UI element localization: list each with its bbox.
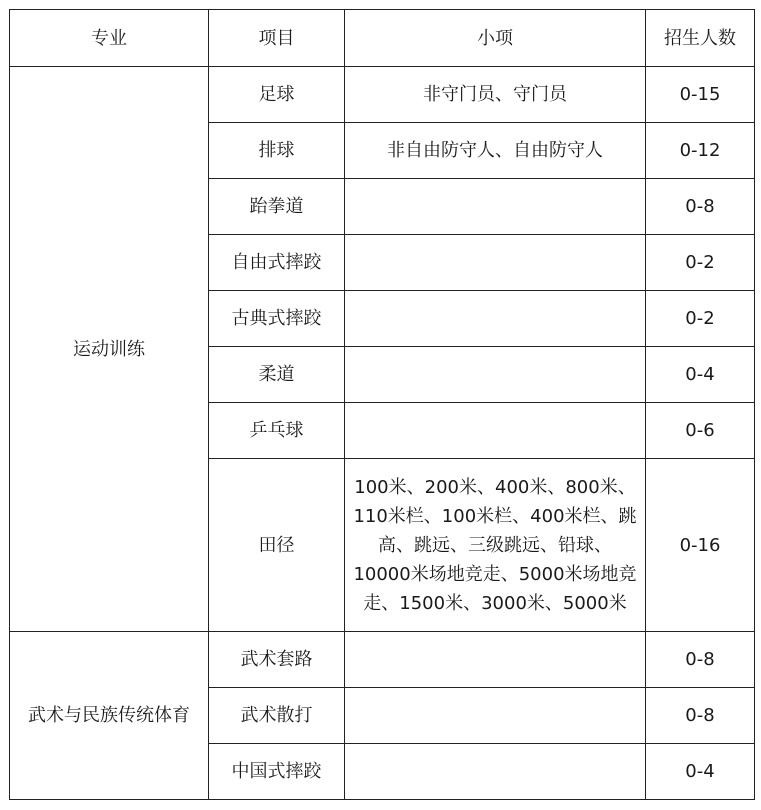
- project-cell: 古典式摔跤: [209, 291, 345, 347]
- quota-cell: 0-2: [646, 291, 755, 347]
- subitems-cell: [345, 688, 646, 744]
- quota-cell: 0-2: [646, 235, 755, 291]
- header-quota: 招生人数: [646, 10, 755, 67]
- project-cell: 田径: [209, 459, 345, 632]
- subitems-cell: 100米、200米、400米、800米、110米栏、100米栏、400米栏、跳高、跳远、三级跳远、铅球、10000米场地竞走、5000米场地竞走、1500米、3000米、5000米: [345, 459, 646, 632]
- subitems-cell: [345, 291, 646, 347]
- project-cell: 排球: [209, 123, 345, 179]
- quota-cell: 0-15: [646, 67, 755, 123]
- header-subitems: 小项: [345, 10, 646, 67]
- table-row: [10, 632, 755, 688]
- header-major: 专业: [10, 10, 209, 67]
- major-cell: 运动训练: [10, 67, 209, 632]
- subitems-cell: [345, 403, 646, 459]
- project-cell: 柔道: [209, 347, 345, 403]
- subitems-cell: [345, 632, 646, 688]
- header-row: [10, 10, 755, 67]
- major-cell: 武术与民族传统体育: [10, 632, 209, 800]
- subitems-cell: 非守门员、守门员: [345, 67, 646, 123]
- quota-cell: 0-8: [646, 688, 755, 744]
- project-cell: 中国式摔跤: [209, 744, 345, 800]
- subitems-cell: [345, 744, 646, 800]
- project-cell: 武术散打: [209, 688, 345, 744]
- subitems-cell: 非自由防守人、自由防守人: [345, 123, 646, 179]
- quota-cell: 0-16: [646, 459, 755, 632]
- project-cell: 乒乓球: [209, 403, 345, 459]
- quota-cell: 0-6: [646, 403, 755, 459]
- project-cell: 跆拳道: [209, 179, 345, 235]
- quota-cell: 0-12: [646, 123, 755, 179]
- project-cell: 武术套路: [209, 632, 345, 688]
- project-cell: 足球: [209, 67, 345, 123]
- project-cell: 自由式摔跤: [209, 235, 345, 291]
- quota-cell: 0-4: [646, 744, 755, 800]
- quota-cell: 0-8: [646, 179, 755, 235]
- enrollment-table: [9, 9, 755, 800]
- header-project: 项目: [209, 10, 345, 67]
- subitems-cell: [345, 235, 646, 291]
- subitems-cell: [345, 179, 646, 235]
- quota-cell: 0-8: [646, 632, 755, 688]
- subitems-cell: [345, 347, 646, 403]
- table-row: [10, 67, 755, 123]
- quota-cell: 0-4: [646, 347, 755, 403]
